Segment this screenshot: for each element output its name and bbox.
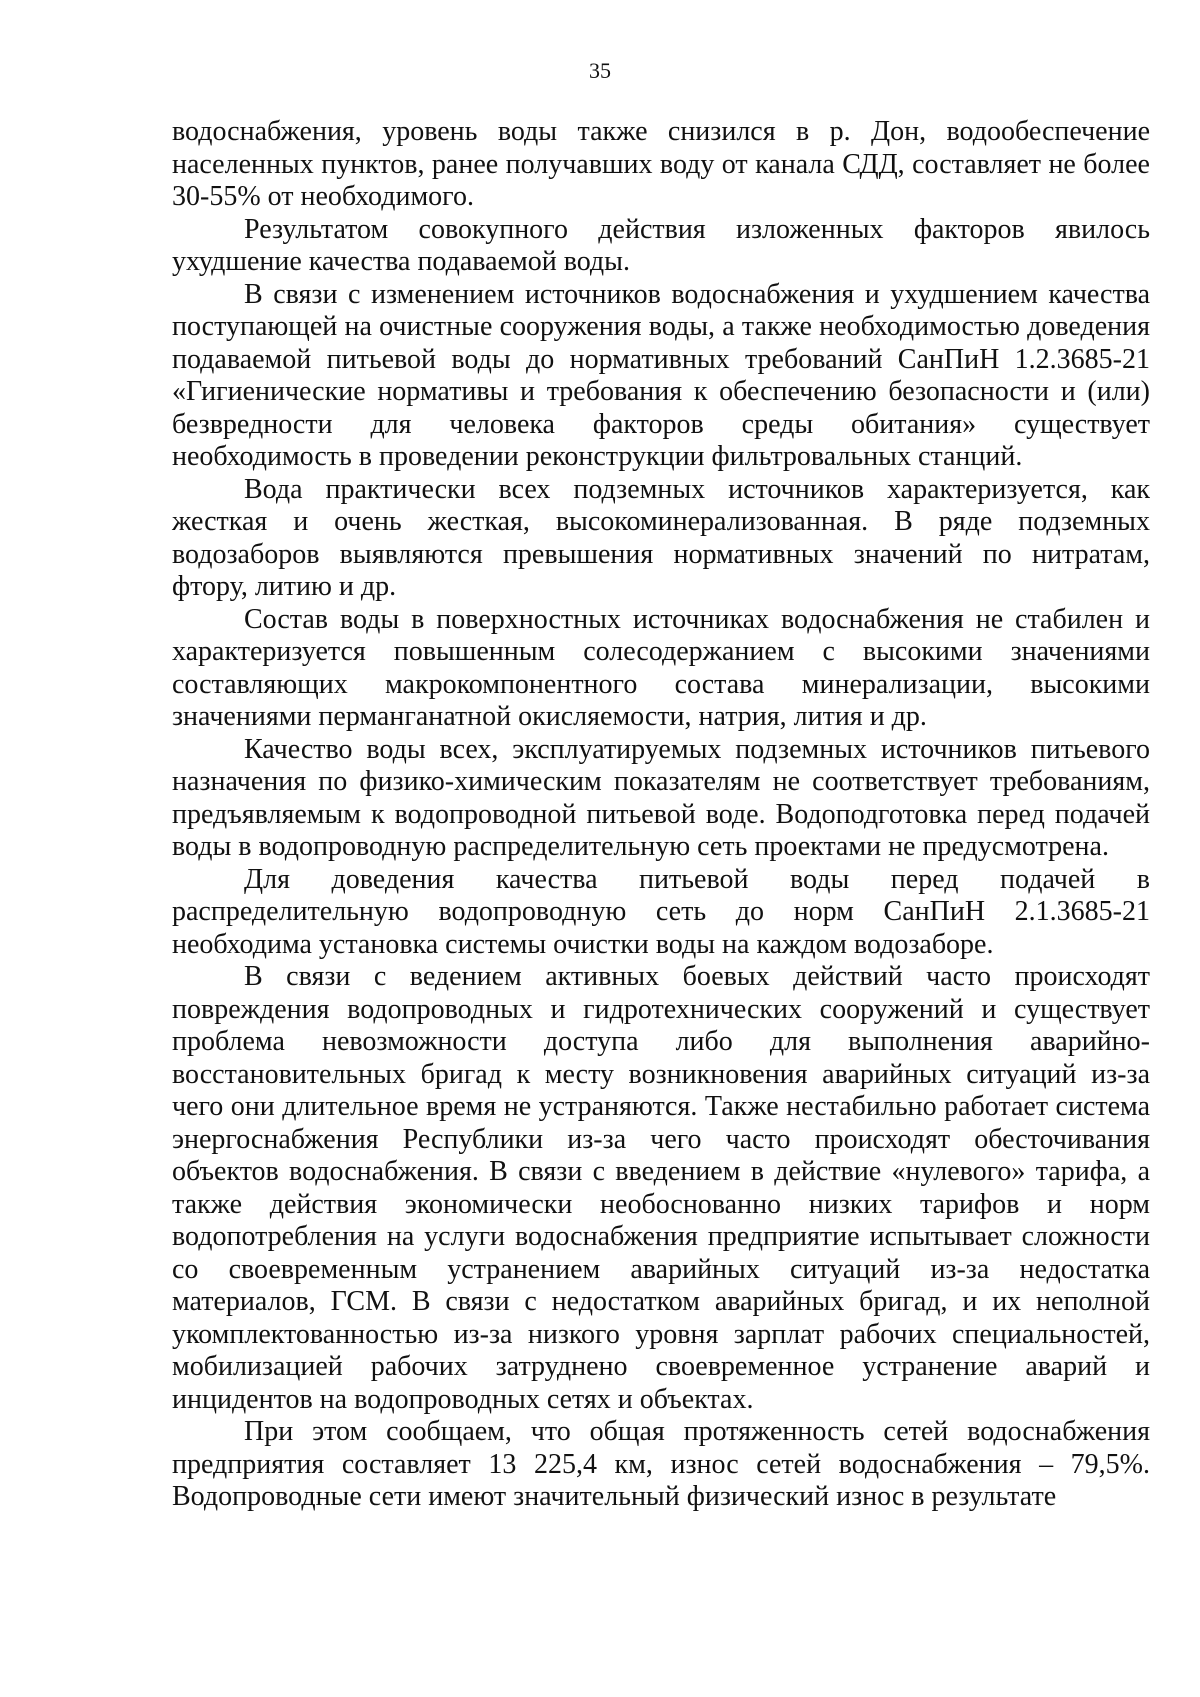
paragraph-9: При этом сообщаем, что общая протяженность сетей водоснабжения предприятия составляет 13 225,4 км, износ сетей водоснабжения – 79,5%. Водопроводные сети имеют значительный физический износ в результате bbox=[172, 1416, 1150, 1512]
paragraph-8: В связи с ведением активных боевых действий часто происходят повреждения водопроводных и гидротехнических сооружений и существует проблема невозможности доступа либо для выполнения аварийно-восстановительных бригад к месту возникновения аварийных ситуаций из-за чего они длительное время не устраняются. Также нестабильно работает система энергоснабжения Республики из-за чего часто происходят обесточивания объектов водоснабжения. В связи с введением в действие «нулевого» тарифа, а также действия экономически необоснованно низких тарифов и норм водопотребления на услуги водоснабжения предприятие испытывает сложности со своевременным устранением аварийных ситуаций из-за недостатка материалов, ГСМ. В связи с недостатком аварийных бригад, и их неполной укомплектованностью из-за низкого уровня зарплат рабочих специальностей, мобилизацией рабочих затруднено своевременное устранение аварий и инцидентов на водопроводных сетях и объектах. bbox=[172, 961, 1150, 1415]
body-text bbox=[172, 116, 1150, 1514]
paragraph-5: Состав воды в поверхностных источниках водоснабжения не стабилен и характеризуется повышенным солесодержанием с высокими значениями составляющих макрокомпонентного состава минерализации, высокими значениями перманганатной окисляемости, натрия, лития и др. bbox=[172, 603, 1150, 732]
paragraph-3: В связи с изменением источников водоснабжения и ухудшением качества поступающей на очистные сооружения воды, а также необходимостью доведения подаваемой питьевой воды до нормативных требований СанПиН 1.2.3685-21 «Гигиенические нормативы и требования к обеспечению безопасности и (или) безвредности для человека факторов среды обитания» существует необходимость в проведении реконструкции фильтровальных станций. bbox=[172, 278, 1150, 472]
paragraph-6: Качество воды всех, эксплуатируемых подземных источников питьевого назначения по физико-химическим показателям не соответствует требованиям, предъявляемым к водопроводной питьевой воде. Водоподготовка перед подачей воды в водопроводную распределительную сеть проектами не предусмотрена. bbox=[172, 733, 1150, 862]
paragraph-7: Для доведения качества питьевой воды перед подачей в распределительную водопроводную сеть до норм СанПиН 2.1.3685-21 необходима установка системы очистки воды на каждом водозаборе. bbox=[172, 863, 1150, 960]
paragraph-4: Вода практически всех подземных источников характеризуется, как жесткая и очень жесткая, высокоминерализованная. В ряде подземных водозаборов выявляются превышения нормативных значений по нитратам, фтору, литию и др. bbox=[172, 473, 1150, 602]
paragraph-2: Результатом совокупного действия изложенных факторов явилось ухудшение качества подаваемой воды. bbox=[172, 213, 1150, 277]
paragraph-1: водоснабжения, уровень воды также снизился в р. Дон, водообеспечение населенных пунктов, ранее получавших воду от канала СДД, составляет не более 30-55% от необходимого. bbox=[172, 116, 1150, 212]
page-number: 35 bbox=[589, 58, 611, 83]
